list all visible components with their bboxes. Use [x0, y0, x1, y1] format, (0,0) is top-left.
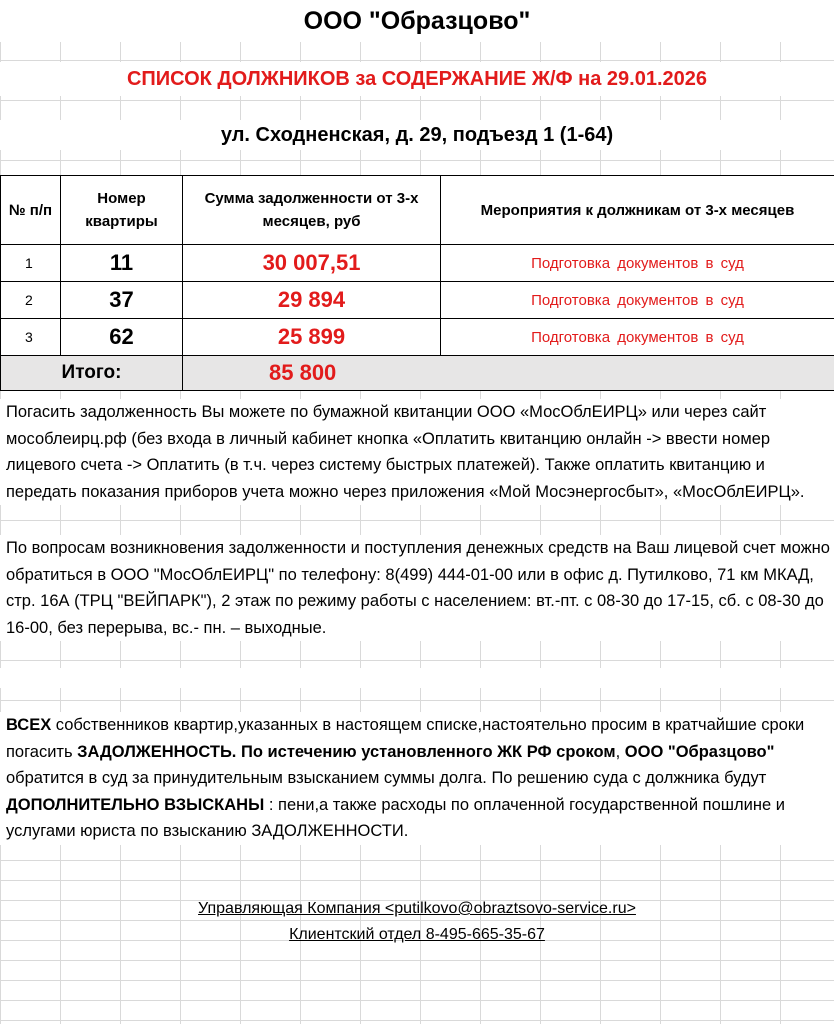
- warning-text: ,: [615, 742, 625, 761]
- debt-warning: [0, 712, 834, 845]
- row-action: Подготовка документов в суд: [441, 319, 834, 356]
- warning-bold-text: ВСЕХ: [6, 716, 52, 734]
- blank-row: [0, 668, 834, 688]
- header-apartment: Номер квартиры: [61, 176, 183, 245]
- management-company-contact[interactable]: Управляющая Компания <putilkovo@obraztsovo-service.ru>: [198, 900, 636, 917]
- row-apartment: 62: [61, 319, 183, 356]
- warning-bold-text: ДОПОЛНИТЕЛЬНО ВЗЫСКАНЫ: [6, 795, 265, 814]
- contact-instructions: По вопросам возникновения задолженности и поступления денежных средств на Ваш лицевой счет можно обратиться в ООО "МосОблЕИРЦ" по телефону: 8(499) 444-01-00 или в офис д. Путилково, 71 км МКАД, стр. 16А (ТРЦ "ВЕЙПАРК"), 2 этаж по режиму работы с населением: вт.-пт. с 08-30 до 17-15, сб. с 08-30 до 16-00, без перерыва, вс.- пн. – выходные.: [0, 535, 834, 641]
- row-num: 1: [1, 245, 61, 282]
- table-row: [1, 245, 834, 282]
- building-address: ул. Сходненская, д. 29, подъезд 1 (1-64): [0, 120, 834, 150]
- warning-company-name: ООО "Образцово": [624, 742, 775, 761]
- row-num: 3: [1, 319, 61, 356]
- table-row: [1, 319, 834, 356]
- row-apartment: 11: [61, 245, 183, 282]
- row-action: Подготовка документов в суд: [441, 282, 834, 319]
- client-department-phone[interactable]: Клиентский отдел 8-495-665-35-67: [289, 926, 545, 943]
- row-num: 2: [1, 282, 61, 319]
- header-sum: Сумма задолженности от 3-х месяцев, руб: [183, 176, 441, 245]
- total-value: 85 800: [183, 356, 834, 391]
- warning-text: : пени,а также расходы по оплаченной государственной пошлине и услугами юриста по взысканию ЗАДОЛЖЕННОСТИ.: [6, 795, 785, 840]
- header-num: № п/п: [1, 176, 61, 245]
- header-action: Мероприятия к должникам от 3-х месяцев: [441, 176, 834, 245]
- warning-text: обратится в суд за принудительным взысканием суммы долга. По решению суда с должника будут: [6, 769, 767, 787]
- table-row: [1, 282, 834, 319]
- total-label: Итого:: [1, 356, 183, 391]
- row-apartment: 37: [61, 282, 183, 319]
- row-sum: 25 899: [183, 319, 441, 356]
- company-title: ООО "Образцово": [0, 0, 834, 42]
- document-subtitle: СПИСОК ДОЛЖНИКОВ за СОДЕРЖАНИЕ Ж/Ф на 29.01.2026: [0, 62, 834, 96]
- total-row: [1, 356, 834, 391]
- warning-text: собственников квартир,указанных в настоящем списке,настоятельно просим в кратчайшие сроки погасить: [6, 716, 805, 761]
- row-action: Подготовка документов в суд: [441, 245, 834, 282]
- warning-bold-text: ЗАДОЛЖЕННОСТЬ. По истечению установленного ЖК РФ сроком: [77, 742, 616, 761]
- debtors-table: [0, 175, 834, 391]
- table-header-row: [1, 176, 834, 245]
- row-sum: 30 007,51: [183, 245, 441, 282]
- payment-instructions: Погасить задолженность Вы можете по бумажной квитанции ООО «МосОблЕИРЦ» или через сайт мособлеирц.рф (без входа в личный кабинет кнопка «Оплатить квитанцию онлайн -> ввести номер лицевого счета -> Оплатить (в т.ч. через систему быстрых платежей). Также оплатить квитанцию и передать показания приборов учета можно через приложения «Мой Мосэнергосбыт», «МосОблЕИРЦ».: [0, 399, 834, 505]
- row-sum: 29 894: [183, 282, 441, 319]
